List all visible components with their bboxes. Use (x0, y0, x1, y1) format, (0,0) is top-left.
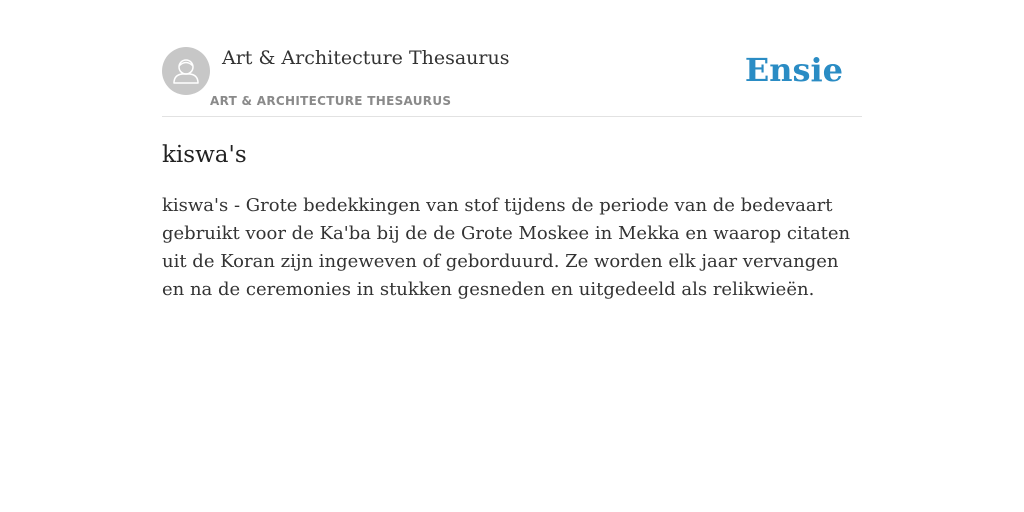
definition-text: kiswa's - Grote bedekkingen van stof tijdens de periode van de bedevaart gebruikt voor de Ka'ba bij de de Grote Moskee in Mekka en waarop citaten uit de Koran zijn ingeweven of geborduurd. Ze worden elk jaar vervangen en na de ceremonies in stukken gesneden en uitgedeeld als relikwieën. (162, 195, 851, 300)
page-title: kiswa's (162, 142, 247, 168)
author-name[interactable]: Art & Architecture Thesaurus (222, 47, 510, 69)
user-silhouette-icon (162, 47, 210, 95)
author-subtitle: ART & ARCHITECTURE THESAURUS (210, 94, 452, 108)
ensie-logo[interactable]: Ensie (744, 51, 843, 89)
avatar[interactable] (162, 47, 210, 95)
article-header (162, 46, 862, 117)
